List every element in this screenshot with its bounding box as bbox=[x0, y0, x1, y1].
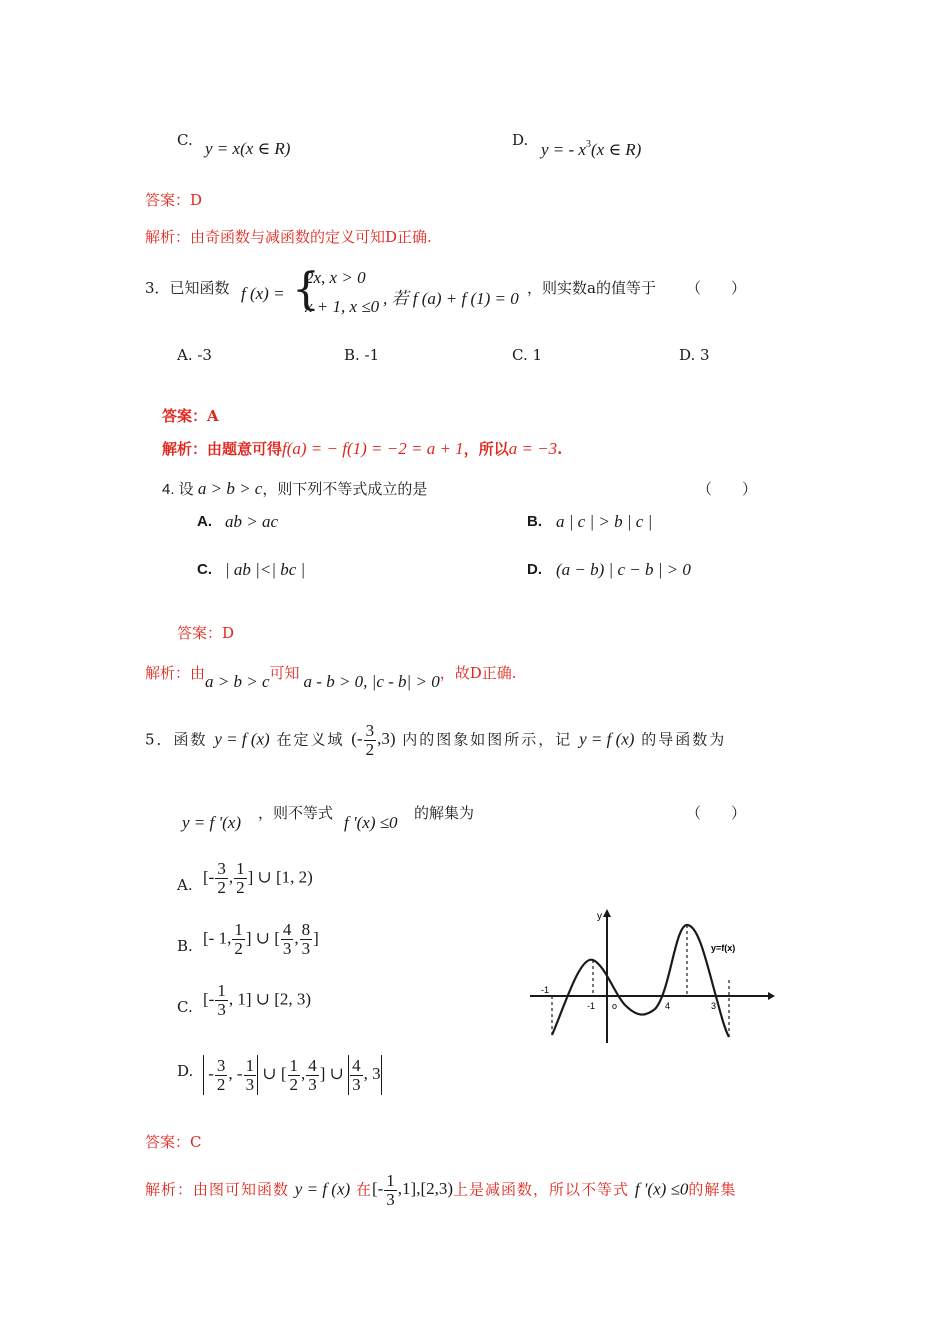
q5-analysis-function: y = f (x) bbox=[294, 1179, 351, 1199]
q5-stem-mid: 内的图象如图所示，记 bbox=[402, 730, 573, 749]
q5-option-b-math: [- 1, $\frac{1}{2}$ ] ∪ [ $\frac{4}{3}$ , $\frac{8}{3}$ ] bbox=[203, 920, 319, 958]
q4-analysis-math2: a - b > 0, |c - b| > 0 bbox=[303, 672, 440, 691]
q3-analysis bbox=[162, 438, 562, 459]
q2-option-d-label: D. bbox=[512, 131, 529, 149]
q5-stem-line1 bbox=[145, 722, 726, 759]
q5-analysis-end: 的解集 bbox=[688, 1180, 737, 1199]
q3-function-name: f (x) = bbox=[241, 284, 285, 303]
q4-analysis bbox=[145, 662, 517, 691]
q3-answer: 答案：A bbox=[162, 407, 219, 425]
q5-stem-function: y = f (x) bbox=[214, 729, 270, 749]
y-axis-arrow bbox=[603, 909, 611, 917]
q4-stem-math: a > b > c bbox=[197, 479, 263, 498]
q5-stem-function2: y = f (x) bbox=[579, 729, 635, 749]
q3-option-c: C. 1 bbox=[512, 346, 543, 364]
q5-function-graph bbox=[525, 905, 775, 1045]
q3-analysis-prefix: 解析：由题意可得 bbox=[162, 440, 283, 458]
q5-option-a-math: [- $\frac{3}{2}$ , $\frac{1}{2}$ ] ∪ [1, 2) bbox=[203, 859, 313, 897]
q4-option-d-label: D. bbox=[527, 561, 542, 578]
q5-answer: 答案：C bbox=[145, 1133, 202, 1151]
q4-answer: 答案：D bbox=[177, 624, 235, 642]
q3-stem-tail: ，则实数a的值等于 bbox=[527, 279, 656, 297]
q3-case-2: x + 1, x ≤0 bbox=[305, 297, 380, 316]
q5-analysis bbox=[145, 1172, 736, 1209]
q5-option-c-math: [- $\frac{1}{3}$ , 1] ∪ [2, 3) bbox=[203, 981, 312, 1019]
q4-answer-paren: （ ） bbox=[697, 481, 758, 498]
svg-text:4: 4 bbox=[665, 1001, 671, 1011]
q5-option-a-label: A. bbox=[177, 876, 193, 894]
q5-analysis-inequality: f '(x) ≤0 bbox=[634, 1179, 689, 1199]
q5-analysis-prefix: 解析：由图可知函数 bbox=[145, 1180, 290, 1199]
q4-analysis-math1: a > b > c bbox=[205, 672, 270, 691]
q3-analysis-math2: a = −3 bbox=[508, 439, 558, 458]
q4-analysis-end: ，故D正确. bbox=[439, 664, 517, 682]
q4-stem-suffix: ，则下列不等式成立的是 bbox=[262, 481, 428, 498]
q5-analysis-tail: 上是减函数，所以不等式 bbox=[453, 1180, 630, 1199]
q4-analysis-prefix: 解析：由 bbox=[145, 664, 206, 682]
svg-text:-1: -1 bbox=[587, 1001, 596, 1011]
q4-stem bbox=[162, 478, 427, 499]
q5-line2-text: ，则不等式 bbox=[258, 804, 334, 822]
q3-option-a: A. -3 bbox=[177, 346, 212, 364]
q3-stem-num: 3．已知函数 bbox=[145, 279, 230, 297]
q3-analysis-math: f(a) = − f(1) = −2 = a + 1 bbox=[282, 439, 464, 458]
q5-derivative: y = f '(x) bbox=[182, 813, 241, 832]
q5-stem-num: 5．函数 bbox=[145, 730, 208, 749]
q5-answer-paren: （ ） bbox=[686, 804, 747, 822]
q3-analysis-mid: ，所以 bbox=[463, 440, 509, 458]
q2-option-c-label: C. bbox=[177, 131, 193, 149]
graph-function-label: y=f(x) bbox=[711, 943, 736, 953]
svg-text:-1: -1 bbox=[541, 985, 550, 995]
q4-option-a-label: A. bbox=[197, 513, 212, 530]
q4-option-b-math: a | c | > b | c | bbox=[556, 512, 653, 531]
q5-stem-domain: (- $\frac{3}{2}$ ,3) bbox=[351, 721, 396, 759]
function-curve bbox=[552, 925, 729, 1037]
q3-analysis-end: . bbox=[557, 440, 563, 458]
origin-label: o bbox=[612, 1001, 618, 1011]
q5-option-b-label: B. bbox=[177, 937, 193, 955]
q2-analysis: 解析：由奇函数与减函数的定义可知D正确. bbox=[145, 228, 432, 246]
q4-analysis-mid: 可知 bbox=[269, 664, 300, 682]
q4-stem-prefix: 4. 设 bbox=[162, 481, 194, 498]
q3-condition: , 若 f (a) + f (1) = 0 bbox=[383, 289, 519, 308]
q3-option-b: B. -1 bbox=[344, 346, 380, 364]
q2-option-c-math: y = x(x ∈ R) bbox=[205, 139, 291, 158]
q2-answer: 答案：D bbox=[145, 191, 203, 209]
q5-stem-domain-text: 在定义域 bbox=[276, 730, 345, 749]
q5-option-d-math: - $\frac{3}{2}$ , - $\frac{1}{3}$ ∪ [ $\frac{1}{2}$ , $\frac{4}{3}$ ] ∪ $\frac{4}{3}$ , 3 bbox=[204, 1055, 381, 1094]
q4-option-c-math: | ab |<| bc | bbox=[225, 560, 306, 579]
q4-option-a-math: ab > ac bbox=[225, 512, 279, 531]
q4-option-c-label: C. bbox=[197, 561, 212, 578]
svg-text:3: 3 bbox=[711, 1001, 717, 1011]
q3-case-1: 2x, x > 0 bbox=[305, 268, 366, 287]
q3-answer-paren: （ ） bbox=[686, 279, 747, 297]
q4-option-d-math: (a − b) | c − b | > 0 bbox=[556, 560, 691, 579]
q5-analysis-interval: [- $\frac{1}{3}$ ,1],[2,3) bbox=[371, 1171, 454, 1209]
q3-piecewise-brace: { bbox=[292, 264, 320, 315]
q5-line2-tail: 的解集为 bbox=[414, 804, 475, 822]
q2-option-d-math: y = - $x^3(x$ ∈ R) bbox=[541, 139, 642, 159]
q5-stem-end: 的导函数为 bbox=[641, 730, 727, 749]
x-axis-arrow bbox=[768, 992, 775, 1000]
q5-inequality: f '(x) ≤0 bbox=[344, 813, 398, 832]
q3-option-d: D. 3 bbox=[679, 346, 710, 364]
y-axis-label: y bbox=[597, 911, 602, 922]
q5-option-c-label: C. bbox=[177, 998, 193, 1016]
q4-option-b-label: B. bbox=[527, 513, 542, 530]
q5-option-d-label: D. bbox=[177, 1062, 194, 1080]
q5-analysis-in: 在 bbox=[355, 1180, 372, 1199]
